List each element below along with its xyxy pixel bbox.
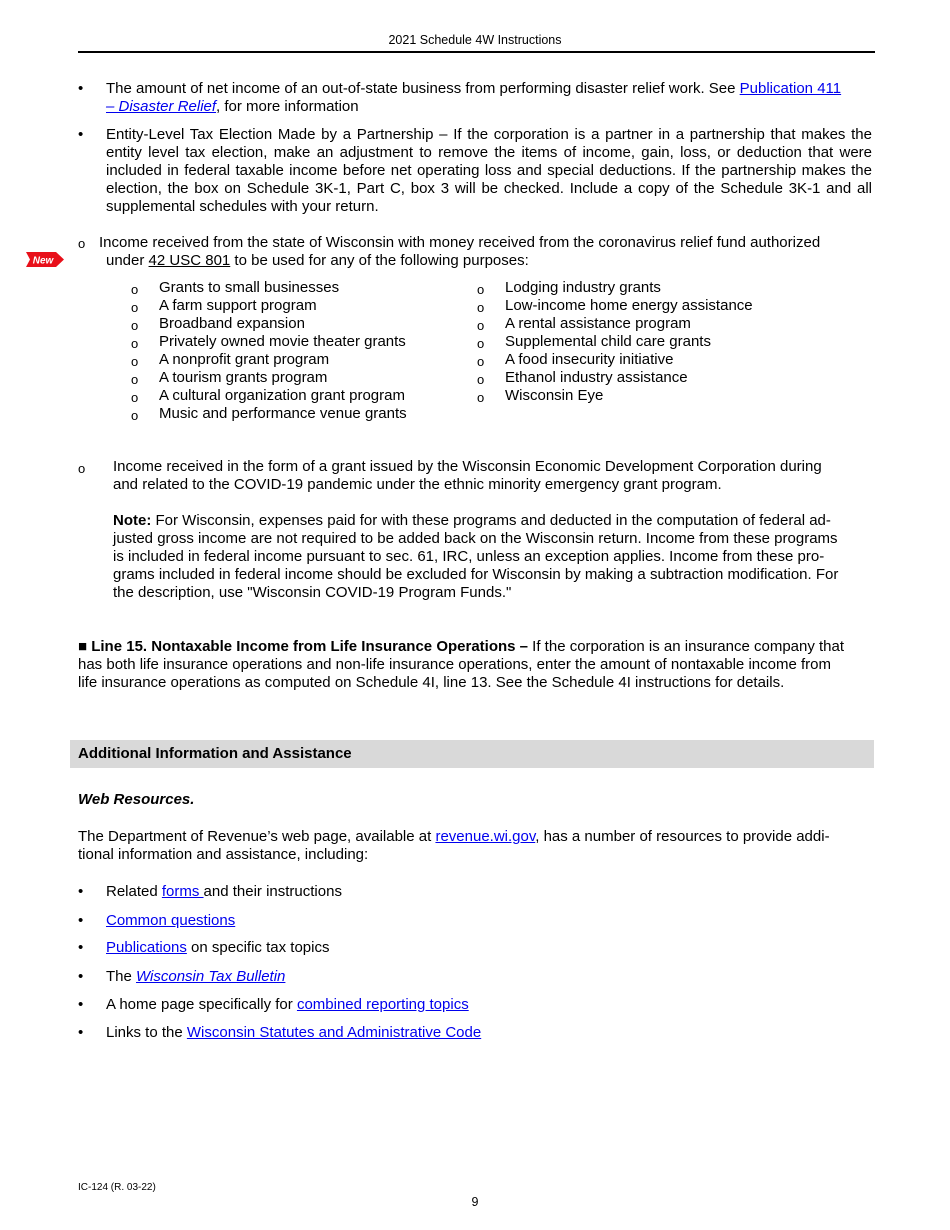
purpose-item: A cultural organization grant program [159, 387, 405, 404]
circle-bullet: o [131, 390, 139, 405]
line15-line-1: ■ Line 15. Nontaxable Income from Life Insurance Operations – If the corporation is an insurance company that [78, 638, 845, 655]
disaster-relief-text: The amount of net income of an out-of-state business from performing disaster relief work. See [106, 80, 740, 97]
bullet-symbol: • [78, 912, 84, 929]
note-line-3: is included in federal income pursuant to sec. 61, IRC, unless an exception applies. Income from these pro- [113, 548, 825, 565]
page-number: 9 [471, 1195, 479, 1209]
combined-reporting-link[interactable]: combined reporting topics [296, 996, 469, 1013]
resource-item-tax-bulletin: The Wisconsin Tax Bulletin [106, 968, 286, 985]
line15-line-3: life insurance operations as computed on Schedule 4I, line 13. See the Schedule 4I instructions for details. [78, 674, 785, 691]
section-title: Additional Information and Assistance [78, 745, 352, 762]
form-code: IC-124 (R. 03-22) [78, 1182, 156, 1193]
crf-line-1: Income received from the state of Wisconsin with money received from the coronavirus relief fund authorized [99, 234, 821, 251]
line15-line-2: has both life insurance operations and non-life insurance operations, enter the amount of nontaxable income from [78, 656, 831, 673]
note-line-2: justed gross income are not required to be added back on the Wisconsin return. Income from these programs [113, 530, 838, 547]
purpose-item: Music and performance venue grants [159, 405, 407, 422]
circle-bullet: o [477, 354, 485, 369]
circle-bullet: o [477, 282, 485, 297]
resource-item-publications: Publications on specific tax topics [106, 939, 330, 956]
bullet-symbol: • [78, 80, 84, 97]
bullet-disaster-relief [106, 80, 872, 116]
bullet-symbol: • [78, 1024, 84, 1041]
note-line-5: the description, use "Wisconsin COVID-19 Program Funds." [113, 584, 512, 601]
purpose-item: A food insecurity initiative [505, 351, 674, 368]
section-header-bar [70, 740, 874, 768]
resource-item-combined-reporting: A home page specifically for combined reporting topics [106, 996, 469, 1013]
circle-bullet: o [477, 336, 485, 351]
common-questions-link[interactable]: Common questions [106, 912, 236, 929]
circle-bullet: o [131, 372, 139, 387]
purpose-item: Grants to small businesses [159, 279, 340, 296]
page-header-title: 2021 Schedule 4W Instructions [388, 33, 562, 47]
statutes-link[interactable]: Wisconsin Statutes and Administrative Code [186, 1024, 482, 1041]
line15-heading: ■ Line 15. Nontaxable Income from Life Insurance Operations – [78, 638, 529, 655]
bullet-symbol: • [78, 883, 84, 900]
bullet-symbol: • [78, 126, 84, 143]
resource-item-statutes: Links to the Wisconsin Statutes and Administrative Code [106, 1024, 482, 1041]
disaster-relief-post: , for more information [216, 98, 359, 115]
note-line-4: grams included in federal income should be excluded for Wisconsin by making a subtraction modification. For [113, 566, 839, 583]
circle-bullet: o [477, 300, 485, 315]
purpose-item: Lodging industry grants [505, 279, 661, 296]
bullet-entity-level-election: Entity-Level Tax Election Made by a Partnership – If the corporation is a partner in a partnership that makes the entity level tax election, make an adjustment to remove the items of income, gain, loss, or deduction that were included in federal taxable income before net operating loss and special deductions. If the partnership makes the election, the box on Schedule 3K-1, Part C, box 3 will be checked. Include a copy of the Schedule 3K-1 and all supplemental schedules with your return. [106, 126, 872, 215]
header-rule [78, 51, 875, 53]
purpose-item: A farm support program [159, 297, 317, 314]
bullet-symbol: • [78, 939, 84, 956]
disaster-relief-link[interactable]: – Disaster Relief [106, 98, 217, 115]
note-label: Note: [113, 512, 152, 529]
purpose-item: Low-income home energy assistance [505, 297, 753, 314]
wedc-line-2: and related to the COVID-19 pandemic under the ethnic minority emergency grant program. [113, 476, 722, 493]
purpose-item: Wisconsin Eye [505, 387, 604, 404]
bullet-symbol: • [78, 996, 84, 1013]
purpose-item: A rental assistance program [505, 315, 691, 332]
circle-bullet: o [78, 236, 86, 251]
usc-801-reference: 42 USC 801 [148, 252, 231, 269]
resource-item-forms: Related forms and their instructions [106, 883, 342, 900]
circle-bullet: o [477, 390, 485, 405]
circle-bullet: o [131, 408, 139, 423]
wisconsin-tax-bulletin-link[interactable]: Wisconsin Tax Bulletin [136, 968, 286, 985]
circle-bullet: o [131, 300, 139, 315]
bullet-symbol: • [78, 968, 84, 985]
publications-link[interactable]: Publications [106, 939, 187, 956]
new-badge-icon [26, 252, 64, 267]
new-badge-label: New [32, 255, 54, 267]
web-resources-intro-2: tional information and assistance, including: [78, 846, 369, 863]
forms-link[interactable]: forms [161, 883, 204, 900]
crf-line-2: under 42 USC 801 to be used for any of the following purposes: [106, 252, 529, 269]
purpose-item: Ethanol industry assistance [505, 369, 688, 386]
circle-bullet: o [78, 461, 86, 476]
web-resources-intro-1: The Department of Revenue’s web page, available at revenue.wi.gov, has a number of resources to provide addi- [78, 828, 830, 845]
wedc-line-1: Income received in the form of a grant issued by the Wisconsin Economic Development Corporation during [113, 458, 822, 475]
purpose-item: Broadband expansion [159, 315, 305, 332]
purpose-item: A tourism grants program [159, 369, 328, 386]
circle-bullet: o [477, 372, 485, 387]
purpose-item: Privately owned movie theater grants [159, 333, 406, 350]
resource-item-common-questions [106, 912, 235, 930]
circle-bullet: o [131, 336, 139, 351]
publication-411-link[interactable]: Publication 411 [739, 80, 842, 97]
note-line-1: Note: For Wisconsin, expenses paid for with these programs and deducted in the computation of federal ad- [113, 512, 831, 529]
purpose-item: Supplemental child care grants [505, 333, 711, 350]
circle-bullet: o [131, 354, 139, 369]
circle-bullet: o [131, 282, 139, 297]
revenue-wi-gov-link[interactable]: revenue.wi.gov [435, 828, 536, 845]
circle-bullet: o [477, 318, 485, 333]
purpose-item: A nonprofit grant program [159, 351, 330, 368]
circle-bullet: o [131, 318, 139, 333]
web-resources-heading: Web Resources. [78, 791, 195, 808]
